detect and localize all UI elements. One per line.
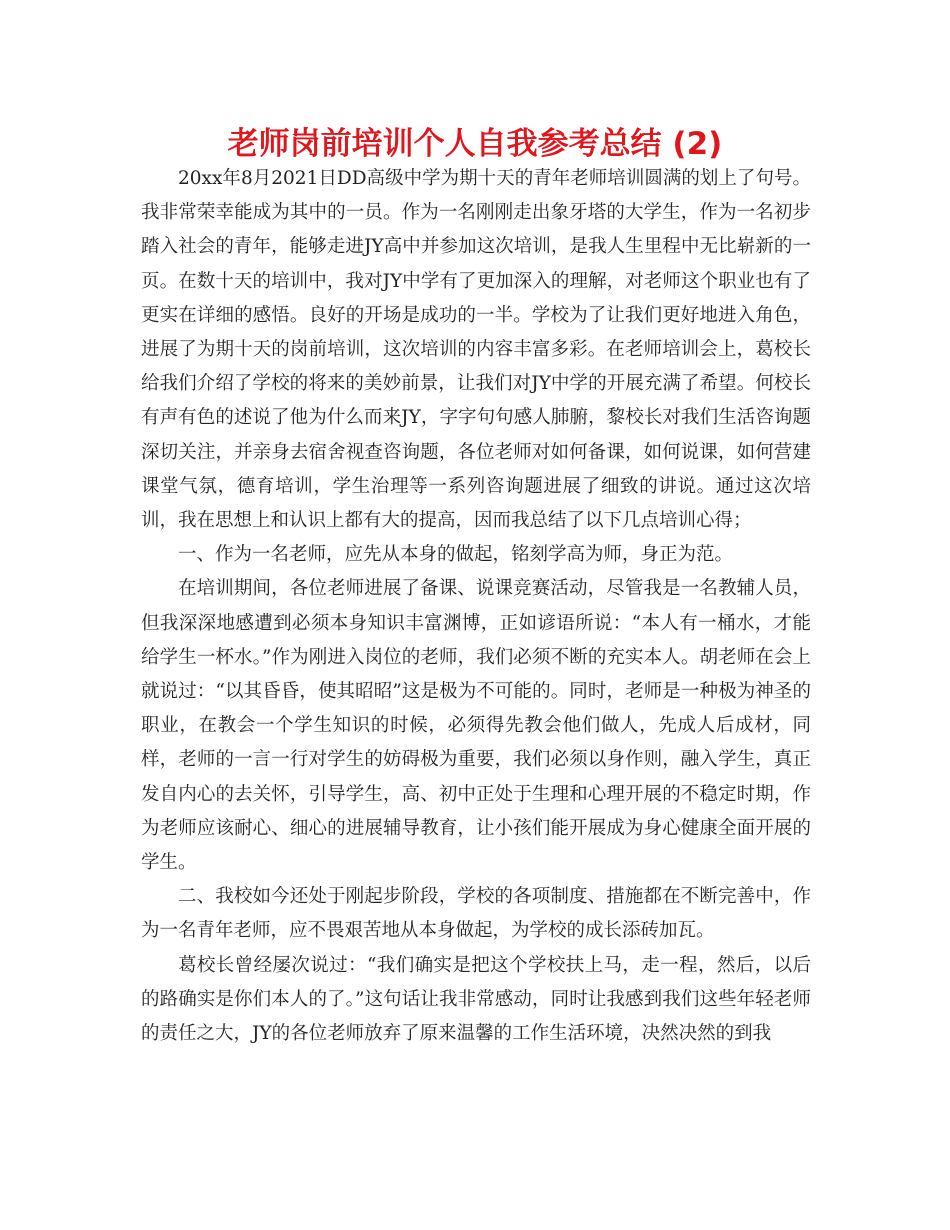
paragraph-point-one-heading: 一、作为一名老师，应先从本身的做起，铭刻学高为师，身正为范。	[178, 544, 734, 566]
paragraph-intro: 20xx年8月2021日DD高级中学为期十天的青年老师培训圆满的划上了句号。我非常荣幸能成为其中的一员。作为一名刚刚走出象牙塔的大学生，作为一名初步踏入社会的青年，能够走进JY高中并参加这次培训，是我人生里程中无比崭新的一页。在数十天的培训中，我对JY中学有了更加深入的理解，对老师这个职业也有了更实在详细的感悟。良好的开场是成功的一半。学校为了让我们更好地进入角色，进展了为期十天的岗前培训，这次培训的内容丰富多彩。在老师培训会上，葛校长给我们介绍了学校的将来的美妙前景，让我们对JY中学的开展充满了希望。何校长有声有色的述说了他为什么而来JY，字字句句感人肺腑，黎校长对我们生活咨询题深切关注，并亲身去宿舍视查咨询题，各位老师对如何备课，如何说课，如何营建课堂气氛，德育培训，学生治理等一系列咨询题进展了细致的讲说。通过这次培训，我在思想上和认识上都有大的提高，因而我总结了以下几点培训心得；	[141, 168, 811, 532]
paragraph-point-two-heading: 二、我校如今还处于刚起步阶段，学校的各项制度、措施都在不断完善中，作为一名青年老师，应不畏艰苦地从本身做起，为学校的成长添砖加瓦。	[141, 886, 811, 942]
document-title: 老师岗前培训个人自我参考总结 (2)	[227, 126, 723, 162]
paragraph-training-experience: 在培训期间，各位老师进展了备课、说课竞赛活动，尽管我是一名教辅人员，但我深深地感遭到必须本身知识丰富渊博，正如谚语所说：“本人有一桶水，才能给学生一杯水。”作为刚进入岗位的老师，我们必须不断的充实本人。胡老师在会上就说过：“以其昏昏，使其昭昭”这是极为不可能的。同时，老师是一种极为神圣的职业，在教会一个学生知识的时候，必须得先教会他们做人，先成人后成材，同样，老师的一言一行对学生的妨碍极为重要，我们必须以身作则，融入学生，真正发自内心的去关怀，引导学生，高、初中正处于生理和心理开展的不稳定时期，作为老师应该耐心、细心的进展辅导教育，让小孩们能开展成为身心健康全面开展的学生。	[141, 578, 811, 874]
paragraph-principal-quote: 葛校长曾经屡次说过：“我们确实是把这个学校扶上马，走一程，然后，以后的路确实是你们本人的了。”这句话让我非常感动，同时让我感到我们这些年轻老师的责任之大，JY的各位老师放弃了原来温馨的工作生活环境，决然决然的到我	[141, 954, 811, 1045]
document-body	[141, 162, 811, 1051]
